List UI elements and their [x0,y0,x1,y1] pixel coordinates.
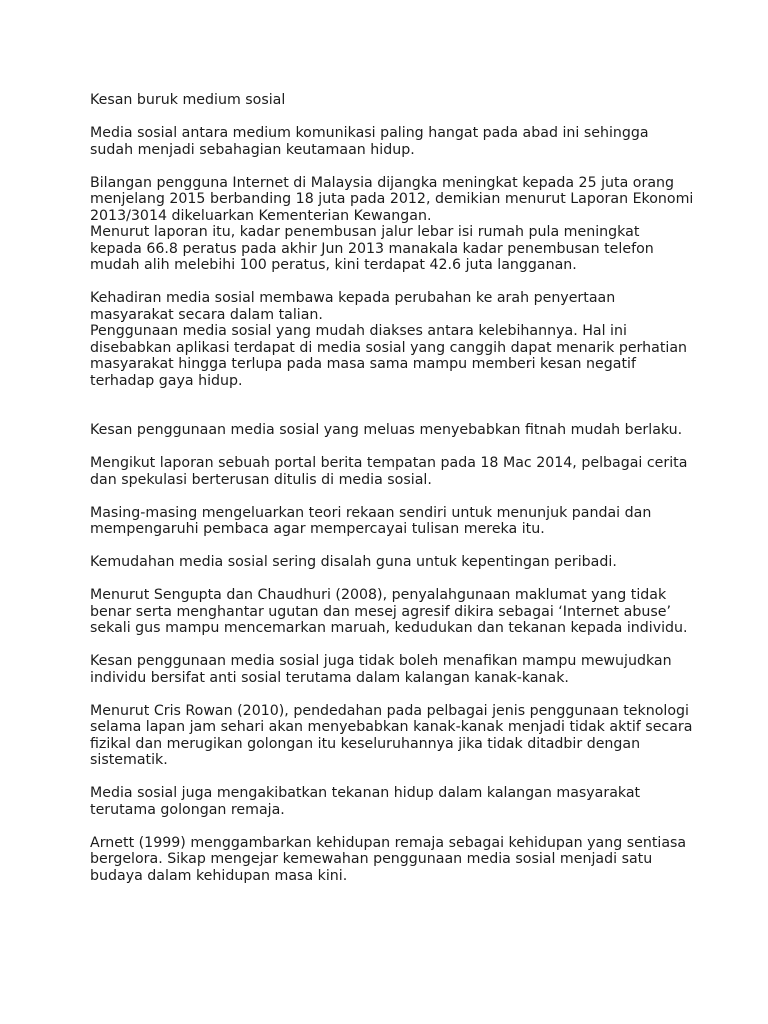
paragraph-line: bergelora. Sikap mengejar kemewahan penggunaan media sosial menjadi satu [90,851,653,867]
paragraph-line: Media sosial antara medium komunikasi paling hangat pada abad ini sehingga [90,125,649,141]
paragraph-line: mempengaruhi pembaca agar mempercayai tulisan mereka itu. [90,521,545,537]
paragraph-line: Menurut laporan itu, kadar penembusan jalur lebar isi rumah pula meningkat [90,224,640,240]
paragraph-line: sekali gus mampu mencemarkan maruah, kedudukan dan tekanan kepada individu. [90,620,688,636]
paragraph-8 [90,587,690,637]
paragraph-line: Penggunaan media sosial yang mudah diakses antara kelebihannya. Hal ini [90,323,627,339]
paragraph-line: Menurut Sengupta dan Chaudhuri (2008), penyalahgunaan maklumat yang tidak [90,587,667,603]
paragraph-10 [90,702,693,769]
paragraph-line: sistematik. [90,752,168,768]
paragraph-line: masyarakat secara dalam talian. [90,306,323,323]
document-body [90,92,694,901]
paragraph-line: menjelang 2015 berbanding 18 juta pada 2012, demikian menurut Laporan Ekonomi [90,191,694,207]
paragraph-line: Kesan penggunaan media sosial yang meluas menyebabkan fitnah mudah berlaku. [90,422,683,438]
paragraph-line: terutama golongan remaja. [90,801,285,818]
paragraph-6 [90,505,690,538]
paragraph-line: sudah menjadi sebahagian keutamaan hidup. [90,141,415,158]
paragraph-1 [90,125,690,158]
paragraph-7 [90,554,690,571]
paragraph-line: Kemudahan media sosial sering disalah guna untuk kepentingan peribadi. [90,554,617,570]
paragraph-2 [90,174,694,274]
paragraph-3 [90,290,690,389]
document-title [90,92,690,109]
paragraph-line: Masing-masing mengeluarkan teori rekaan sendiri untuk menunjuk pandai dan [90,504,652,521]
paragraph-line: fizikal dan merugikan golongan itu keseluruhannya jika tidak ditadbir dengan [90,735,641,752]
paragraph-line: Menurut Cris Rowan (2010), pendedahan pada pelbagai jenis penggunaan teknologi [90,702,689,719]
paragraph-line: dan spekulasi berterusan ditulis di media sosial. [90,471,432,488]
paragraph-12 [90,835,690,885]
paragraph-line: benar serta menghantar ugutan dan mesej agresif dikira sebagai ‘Internet abuse’ [90,603,671,620]
paragraph-line: 2013/3014 dikeluarkan Kementerian Kewangan. [90,207,432,224]
paragraph-line: disebabkan aplikasi terdapat di media sosial yang canggih dapat menarik perhatian [90,339,688,356]
paragraph-9 [90,653,690,686]
paragraph-line: masyarakat hingga terlupa pada masa sama mampu memberi kesan negatif [90,356,636,372]
paragraph-line: Bilangan pengguna Internet di Malaysia dijangka meningkat kepada 25 juta orang [90,174,675,191]
paragraph-line: terhadap gaya hidup. [90,372,243,389]
paragraph-line: Arnett (1999) menggambarkan kehidupan remaja sebagai kehidupan yang sentiasa [90,834,687,851]
document-title-text: Kesan buruk medium sosial [90,92,286,108]
paragraph-line: mudah alih melebihi 100 peratus, kini terdapat 42.6 juta langganan. [90,257,577,273]
paragraph-line: Kehadiran media sosial membawa kepada perubahan ke arah penyertaan [90,290,616,306]
paragraph-line: kepada 66.8 peratus pada akhir Jun 2013 manakala kadar penembusan telefon [90,240,654,257]
paragraph-line: individu bersifat anti sosial terutama dalam kalangan kanak-kanak. [90,669,569,686]
paragraph-11 [90,785,690,818]
paragraph-line: Mengikut laporan sebuah portal berita tempatan pada 18 Mac 2014, pelbagai cerita [90,455,688,471]
paragraph-5 [90,455,690,488]
paragraph-line: Kesan penggunaan media sosial juga tidak boleh menafikan mampu mewujudkan [90,653,672,669]
paragraph-line: selama lapan jam sehari akan menyebabkan kanak-kanak menjadi tidak aktif secara [90,719,693,735]
paragraph-line: budaya dalam kehidupan masa kini. [90,867,348,884]
paragraph-line: Media sosial juga mengakibatkan tekanan hidup dalam kalangan masyarakat [90,785,641,801]
paragraph-4 [90,422,690,439]
